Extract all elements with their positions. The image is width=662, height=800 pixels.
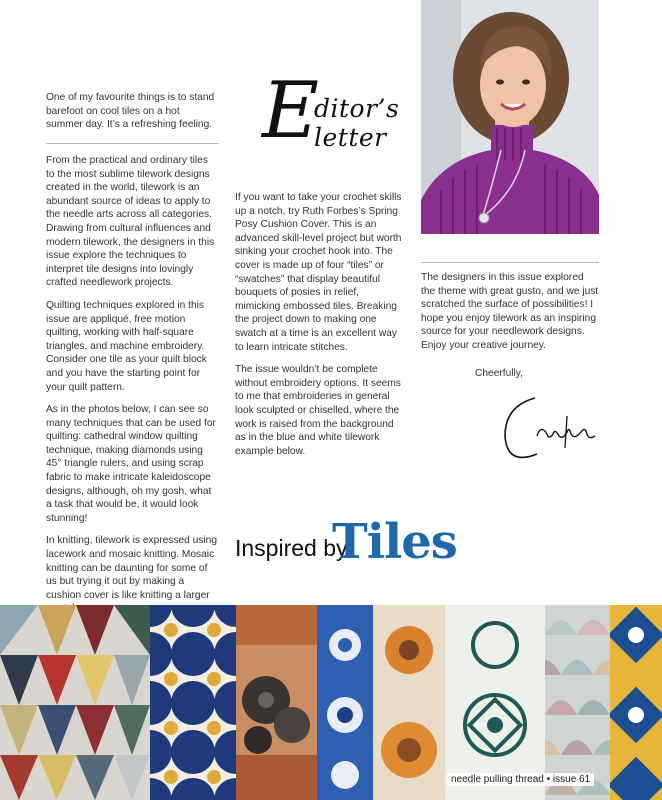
paragraph-embroidery: The issue wouldn’t be complete without embroidery options. It seems to me that embroideries in general look sculpted or chiselled, where the work is raised from the background as in the blue and white tilework example below.	[235, 364, 401, 457]
paragraph-closing: The designers in this issue explored the theme with great gusto, and we just scratched the surface of possibilities! I hope you enjoy tilework as an inspiring source for your needlework designs. Enjoy your creative journey.	[421, 272, 599, 351]
closing-salutation: Cheerfully,	[475, 368, 523, 379]
paragraph-intro: One of my favourite things is to stand barefoot on cool tiles on a hot summer day. It’s a refreshing feeling.	[46, 92, 215, 131]
tile-photo-strip	[0, 605, 662, 800]
tile-photo-floral	[236, 605, 317, 800]
tile-photo-scales	[545, 605, 610, 800]
editor-portrait	[421, 0, 599, 234]
tile-photo-green	[445, 605, 545, 800]
footer-issue: issue 61	[552, 774, 591, 785]
tile-photo-orange	[373, 605, 445, 800]
paragraph-knitting: In knitting, tilework is expressed using lacework and mosaic knitting. Mosaic knitting can be daunting for some of us but trying it out by making a cushion cover is like knitting a larger	[46, 535, 218, 601]
column-3	[421, 271, 599, 362]
footer-separator: •	[546, 774, 553, 785]
page-footer	[447, 773, 594, 786]
paragraph-quilting: Quilting techniques explored in this issue are appliqué, free motion quilting, working with half-square triangles, and machine embroidery. Consider one tile as your quilt block and you have the starting point for your quilt pattern.	[46, 299, 207, 393]
column-1	[46, 91, 219, 141]
banner-small-text: Inspired by	[235, 535, 348, 561]
paragraph-photos: As in the photos below, I can see so many techniques that can be used for quilting: cathedral window quilting technique, making diamonds using 45° triangle rulers, and using scrap fabric to make intricate kaleidoscope designs, although, oh my gosh, what a task that would be, it would look stunning!	[46, 404, 216, 524]
editor-signature	[497, 388, 597, 478]
column-3-divider	[421, 262, 599, 263]
tile-photo-triangles	[0, 605, 150, 800]
column-1-body	[46, 154, 219, 625]
heading-text: ditor’s letter	[314, 94, 400, 152]
tile-photo-blue-yellow	[150, 605, 236, 800]
column-1-divider	[46, 143, 219, 144]
paragraph-tilework: From the practical and ordinary tiles to the most sublime tilework designs created in the world, tilework is an abundant source of ideas to apply to the needle arts across all categories. Drawing from cultural influences and modern tilework, the designers in this issue explore the techniques to interpret tile designs into lovingly crafted needlework projects.	[46, 155, 215, 289]
footer-publication: needle pulling thread	[451, 774, 544, 785]
heading-initial: E	[262, 66, 319, 156]
tile-photo-blue-white	[317, 605, 373, 800]
paragraph-crochet: If you want to take your crochet skills up a notch, try Ruth Forbes’s Spring Posy Cushion Cover. This is an advanced skill-level project but worth sinking your crochet hook into. The cover is made up of four “tiles” or “swatches” that display beautiful bouquets of posies in relief, mimicking embossed tiles. Breaking the project down to making one swatch at a time is an excellent way to learn intricate stitches.	[235, 192, 402, 353]
tile-photo-stars	[610, 605, 662, 800]
banner-big-text: Tiles	[332, 514, 457, 570]
column-2	[235, 191, 407, 467]
